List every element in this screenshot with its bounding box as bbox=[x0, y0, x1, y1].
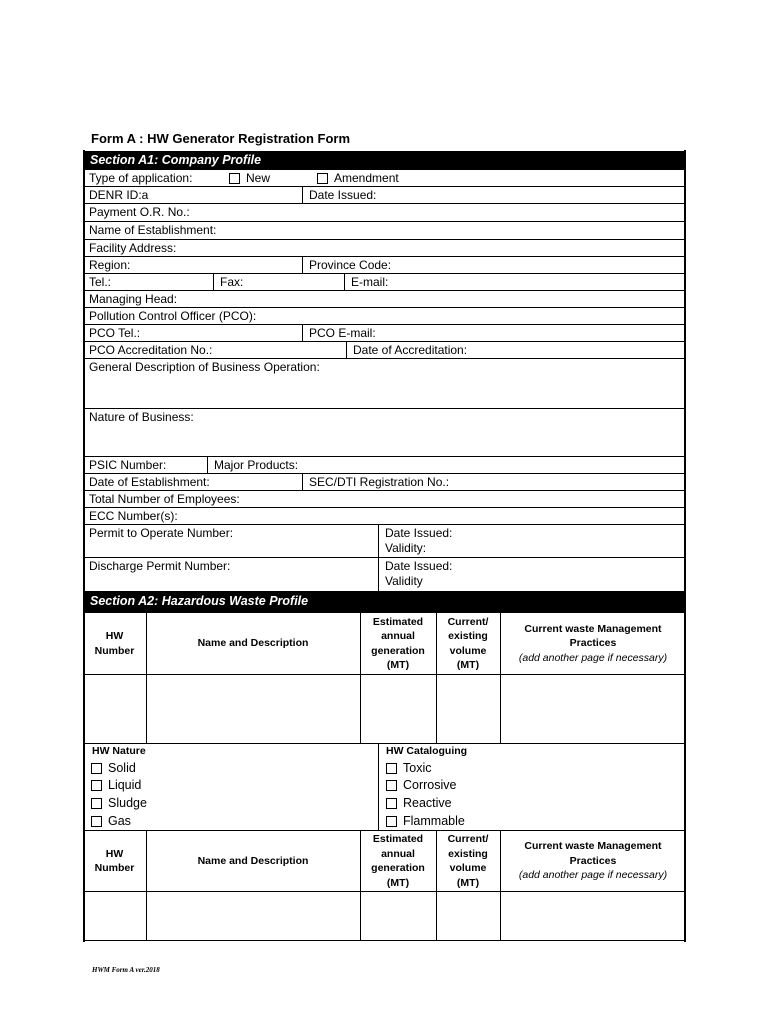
row-pco-accreditation bbox=[83, 342, 686, 359]
pco-accreditation-field[interactable]: PCO Accreditation No.: bbox=[89, 343, 213, 357]
ecc-field[interactable]: ECC Number(s): bbox=[89, 509, 178, 523]
checkbox-icon[interactable] bbox=[91, 780, 102, 791]
management-practices-header: Current waste Management Practices (add another page if necessary) bbox=[518, 840, 668, 882]
permit-operate-field[interactable]: Permit to Operate Number: bbox=[89, 526, 234, 540]
hw-number-header: HW Number bbox=[94, 847, 135, 874]
sec-dti-field[interactable]: SEC/DTI Registration No.: bbox=[302, 474, 449, 490]
denr-id-field[interactable]: DENR ID:a bbox=[89, 188, 149, 202]
checkbox-new-icon[interactable] bbox=[229, 173, 240, 184]
checkbox-icon[interactable] bbox=[386, 798, 397, 809]
row-managing-head bbox=[83, 291, 686, 308]
checkbox-icon[interactable] bbox=[386, 763, 397, 774]
name-establishment-field[interactable]: Name of Establishment: bbox=[89, 223, 217, 237]
row-denr-id bbox=[83, 187, 686, 204]
pco-field[interactable]: Pollution Control Officer (PCO): bbox=[89, 309, 257, 323]
hw-nature-title: HW Nature bbox=[92, 745, 146, 757]
dp-date-issued-field[interactable]: Date Issued: bbox=[385, 559, 453, 573]
date-establishment-field[interactable]: Date of Establishment: bbox=[89, 475, 210, 489]
psic-field[interactable]: PSIC Number: bbox=[89, 458, 167, 472]
current-volume-header: Current/ existing volume (MT) bbox=[447, 833, 489, 889]
nature-liquid[interactable]: Liquid bbox=[91, 778, 141, 792]
row-pco bbox=[83, 308, 686, 325]
checkbox-icon[interactable] bbox=[386, 780, 397, 791]
current-volume-cell[interactable] bbox=[437, 675, 500, 743]
hw-table-2 bbox=[83, 830, 686, 941]
pto-validity-field[interactable]: Validity: bbox=[385, 541, 427, 555]
row-type-of-application bbox=[83, 170, 686, 187]
province-code-field[interactable]: Province Code: bbox=[302, 257, 391, 273]
pco-email-field[interactable]: PCO E-mail: bbox=[302, 325, 376, 341]
form-title: Form A : HW Generator Registration Form bbox=[91, 131, 351, 146]
row-payment-or bbox=[83, 204, 686, 222]
catalogue-toxic[interactable]: Toxic bbox=[386, 761, 431, 775]
estimated-generation-header: Estimated annual generation (MT) bbox=[371, 615, 425, 671]
fax-field[interactable]: Fax: bbox=[213, 274, 243, 290]
facility-address-field[interactable]: Facility Address: bbox=[89, 241, 177, 255]
row-ecc bbox=[83, 508, 686, 525]
region-field[interactable]: Region: bbox=[89, 258, 131, 272]
estimated-generation-cell[interactable] bbox=[361, 892, 436, 941]
general-description-field[interactable]: General Description of Business Operation: bbox=[89, 360, 320, 374]
checkbox-icon[interactable] bbox=[91, 798, 102, 809]
option-amendment[interactable] bbox=[311, 170, 399, 186]
discharge-permit-dates bbox=[378, 558, 452, 591]
date-issued-field[interactable]: Date Issued: bbox=[302, 187, 376, 203]
current-volume-cell[interactable] bbox=[437, 892, 500, 941]
management-practices-cell[interactable] bbox=[501, 892, 686, 941]
row-general-description bbox=[83, 359, 686, 409]
management-practices-cell[interactable] bbox=[501, 675, 686, 743]
catalogue-corrosive[interactable]: Corrosive bbox=[386, 778, 457, 792]
major-products-field[interactable]: Major Products: bbox=[207, 457, 298, 473]
permit-operate-dates bbox=[378, 525, 452, 557]
option-new-label: New bbox=[246, 171, 271, 185]
name-description-cell[interactable] bbox=[147, 675, 360, 743]
tel-field[interactable]: Tel.: bbox=[89, 275, 112, 289]
payment-or-field[interactable]: Payment O.R. No.: bbox=[89, 205, 190, 219]
checkbox-icon[interactable] bbox=[91, 763, 102, 774]
nature-gas[interactable]: Gas bbox=[91, 814, 131, 828]
section-a1-title: Section A1: Company Profile bbox=[90, 153, 262, 167]
catalogue-flammable[interactable]: Flammable bbox=[386, 814, 465, 828]
checkbox-icon[interactable] bbox=[386, 816, 397, 827]
row-date-establishment bbox=[83, 474, 686, 491]
hw-number-cell[interactable] bbox=[83, 675, 146, 743]
estimated-generation-header: Estimated annual generation (MT) bbox=[371, 833, 425, 889]
row-total-employees bbox=[83, 491, 686, 508]
row-facility-address bbox=[83, 240, 686, 257]
hw-table-1 bbox=[83, 613, 686, 744]
hw-number-cell[interactable] bbox=[83, 892, 146, 941]
name-description-header: Name and Description bbox=[197, 637, 309, 650]
pto-date-issued-field[interactable]: Date Issued: bbox=[385, 526, 453, 540]
total-employees-field[interactable]: Total Number of Employees: bbox=[89, 492, 240, 506]
nature-business-field[interactable]: Nature of Business: bbox=[89, 410, 194, 424]
name-description-header: Name and Description bbox=[197, 854, 309, 867]
form-footer: HWM Form A ver.2018 bbox=[92, 966, 160, 974]
hw-cataloguing-title: HW Cataloguing bbox=[386, 745, 468, 757]
section-a2-title: Section A2: Hazardous Waste Profile bbox=[90, 594, 309, 608]
section-a2-header bbox=[83, 591, 686, 613]
type-of-application-label: Type of application: bbox=[89, 171, 193, 185]
estimated-generation-cell[interactable] bbox=[361, 675, 436, 743]
option-new[interactable] bbox=[223, 170, 270, 186]
row-pco-contact bbox=[83, 325, 686, 342]
row-region bbox=[83, 257, 686, 274]
current-volume-header: Current/ existing volume (MT) bbox=[447, 615, 489, 671]
email-field[interactable]: E-mail: bbox=[344, 274, 388, 290]
hw-nature-section bbox=[83, 744, 686, 830]
pco-tel-field[interactable]: PCO Tel.: bbox=[89, 326, 141, 340]
dp-validity-field[interactable]: Validity bbox=[385, 574, 423, 588]
row-contact bbox=[83, 274, 686, 291]
name-description-cell[interactable] bbox=[147, 892, 360, 941]
date-accreditation-field[interactable]: Date of Accreditation: bbox=[346, 342, 467, 358]
hw-number-header: HW Number bbox=[94, 630, 135, 657]
row-permit-operate bbox=[83, 525, 686, 558]
management-practices-header: Current waste Management Practices (add another page if necessary) bbox=[518, 622, 668, 664]
row-psic bbox=[83, 457, 686, 474]
option-amendment-label: Amendment bbox=[334, 171, 399, 185]
row-discharge-permit bbox=[83, 558, 686, 591]
row-name-establishment bbox=[83, 222, 686, 240]
row-nature-business bbox=[83, 409, 686, 457]
checkbox-icon[interactable] bbox=[91, 816, 102, 827]
checkbox-amendment-icon[interactable] bbox=[317, 173, 328, 184]
nature-solid[interactable]: Solid bbox=[91, 761, 136, 775]
discharge-permit-field[interactable]: Discharge Permit Number: bbox=[89, 559, 231, 573]
managing-head-field[interactable]: Managing Head: bbox=[89, 292, 178, 306]
section-a1-header bbox=[83, 151, 686, 170]
catalogue-reactive[interactable]: Reactive bbox=[386, 796, 452, 810]
nature-sludge[interactable]: Sludge bbox=[91, 796, 147, 810]
